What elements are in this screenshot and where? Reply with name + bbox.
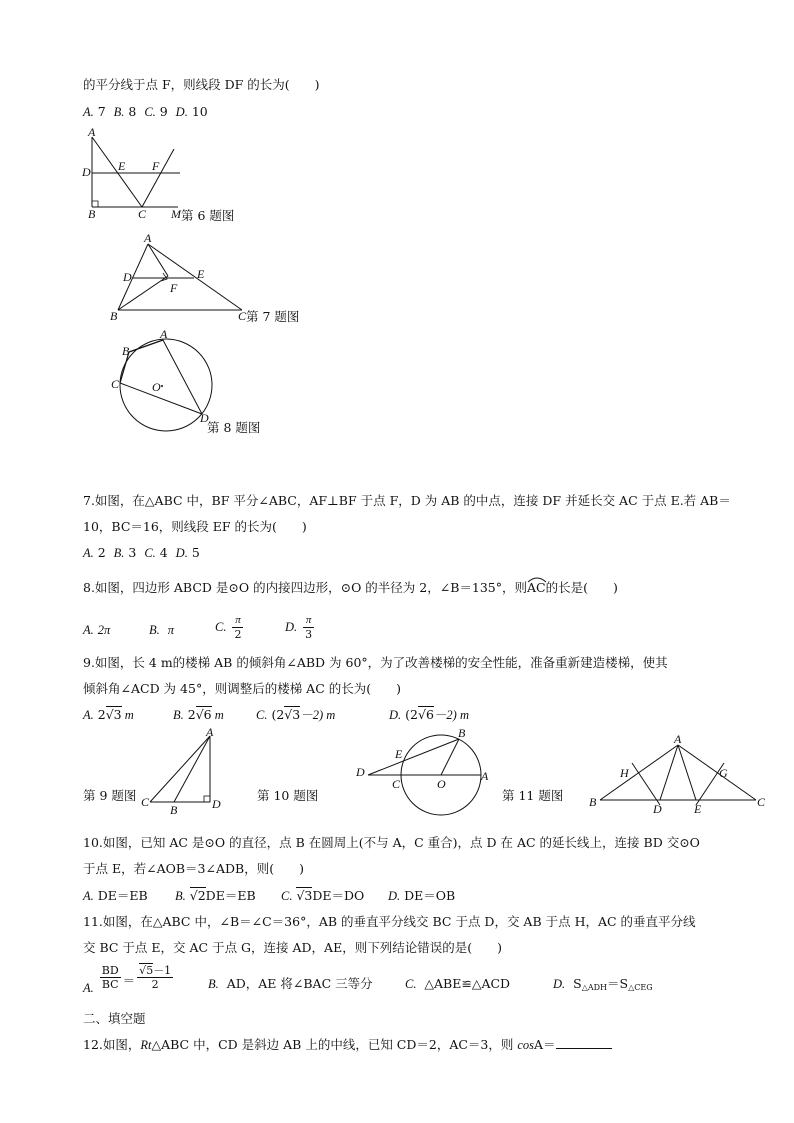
fig8-label-O: O bbox=[152, 380, 161, 394]
fig10-caption: 第 10 题图 bbox=[257, 788, 319, 803]
section-title: 二、填空题 bbox=[83, 1011, 146, 1026]
figure-8 bbox=[108, 327, 218, 430]
q7-options: A. 2 B. 3 C. 4 D. 5 bbox=[83, 545, 200, 560]
figure-7 bbox=[108, 232, 258, 327]
fig10-label-C: C bbox=[392, 777, 401, 791]
fig7-label-F: F bbox=[170, 281, 178, 295]
answer-blank[interactable] bbox=[556, 1036, 612, 1049]
fig7-label-E: E bbox=[197, 267, 205, 281]
fig6-label-M: M bbox=[171, 207, 181, 221]
fig8-label-A: A bbox=[160, 327, 168, 341]
fig6-label-C: C bbox=[138, 207, 147, 221]
fig11-label-B: B bbox=[589, 795, 597, 809]
fig10-label-A: A bbox=[481, 769, 489, 783]
fig6-label-E: E bbox=[118, 159, 126, 173]
q7-line2: 10，BC＝16，则线段 EF 的长为( ) bbox=[83, 519, 307, 534]
fig11-label-D: D bbox=[653, 802, 662, 816]
q8-stem: 8.如图，四边形 ABCD 是⊙O 的内接四边形，⊙O 的半径为 2，∠B＝135°，则AC 的长是( ) bbox=[83, 580, 618, 595]
fig7-label-A: A bbox=[144, 231, 152, 245]
q12-stem: 12.如图，Rt△ABC 中，CD 是斜边 AB 上的中线，已知 CD＝2，AC＝3，则 cosA＝ bbox=[83, 1036, 612, 1053]
arc-ac: AC bbox=[527, 580, 546, 595]
q6-options: A. 7 B. 8 C. 9 D. 10 bbox=[83, 104, 208, 119]
fig11-label-G: G bbox=[719, 766, 728, 780]
fig11-label-H: H bbox=[620, 766, 629, 780]
fig7-caption: 第 7 题图 bbox=[246, 309, 300, 324]
fig10-label-E: E bbox=[395, 747, 403, 761]
fig10-label-O: O bbox=[437, 777, 446, 791]
fig11-label-C: C bbox=[757, 795, 766, 809]
figure-10 bbox=[350, 726, 500, 821]
fig6-label-F: F bbox=[152, 159, 160, 173]
q9-line1: 9.如图，长 4 m的楼梯 AB 的倾斜角∠ABD 为 60°，为了改善楼梯的安全性能，准备重新建造楼梯，使其 bbox=[83, 655, 668, 670]
fig10-label-D: D bbox=[356, 765, 365, 779]
fig8-label-B: B bbox=[122, 344, 130, 358]
fig8-label-C: C bbox=[111, 377, 120, 391]
fig8-caption: 第 8 题图 bbox=[207, 420, 261, 435]
fig6-label-B: B bbox=[88, 207, 96, 221]
fig11-caption: 第 11 题图 bbox=[502, 788, 564, 803]
q11-options: A. $\frac{BD}{BC}$ ＝ $\frac{√5-1}{2}$ B. AD，AE 将∠BAC 三等分 C. △ABE≌△ACD D. $S_{\triangle ADH}=S_{\triangle CEG}$ bbox=[83, 964, 653, 995]
figure-11 bbox=[586, 733, 776, 818]
q10-line1: 10.如图，已知 AC 是⊙O 的直径，点 B 在圆周上(不与 A，C 重合)，点 D 在 AC 的延长线上，连接 BD 交⊙O bbox=[83, 835, 700, 850]
q9-line2: 倾斜角∠ACD 为 45°，则调整后的楼梯 AC 的长为( ) bbox=[83, 681, 401, 696]
fig9-caption: 第 9 题图 bbox=[83, 788, 137, 803]
figure-6 bbox=[80, 125, 190, 225]
fig10-label-B: B bbox=[458, 726, 466, 740]
q11-line1: 11.如图，在△ABC 中，∠B＝∠C＝36°，AB 的垂直平分线交 BC 于点 D，交 AB 于点 H，AC 的垂直平分线 bbox=[83, 914, 696, 929]
fig7-label-D: D bbox=[123, 270, 132, 284]
fig9-label-C: C bbox=[141, 795, 150, 809]
fig11-label-E: E bbox=[694, 802, 702, 816]
fig8-label-D: D bbox=[200, 411, 209, 425]
q11-line2: 交 BC 于点 E，交 AC 于点 G，连接 AD，AE，则下列结论错误的是( ) bbox=[83, 940, 502, 955]
q10-line2: 于点 E，若∠AOB＝3∠ADB，则( ) bbox=[83, 861, 304, 876]
fig6-caption: 第 6 题图 bbox=[181, 208, 235, 223]
fig9-label-D: D bbox=[212, 797, 221, 811]
fig7-label-C: C bbox=[238, 309, 247, 323]
fig9-label-B: B bbox=[170, 803, 178, 817]
fig6-label-D: D bbox=[82, 165, 91, 179]
fig7-label-B: B bbox=[110, 309, 118, 323]
fig9-label-A: A bbox=[206, 725, 214, 739]
fig6-label-A: A bbox=[88, 125, 96, 139]
figure-9 bbox=[140, 725, 225, 818]
q6-stem: 的平分线于点 F，则线段 DF 的长为( ) bbox=[83, 77, 320, 92]
q7-line1: 7.如图，在△ABC 中，BF 平分∠ABC，AF⊥BF 于点 F，D 为 AB 的中点，连接 DF 并延长交 AC 于点 E.若 AB＝ bbox=[83, 493, 731, 508]
fig11-label-A: A bbox=[674, 732, 682, 746]
